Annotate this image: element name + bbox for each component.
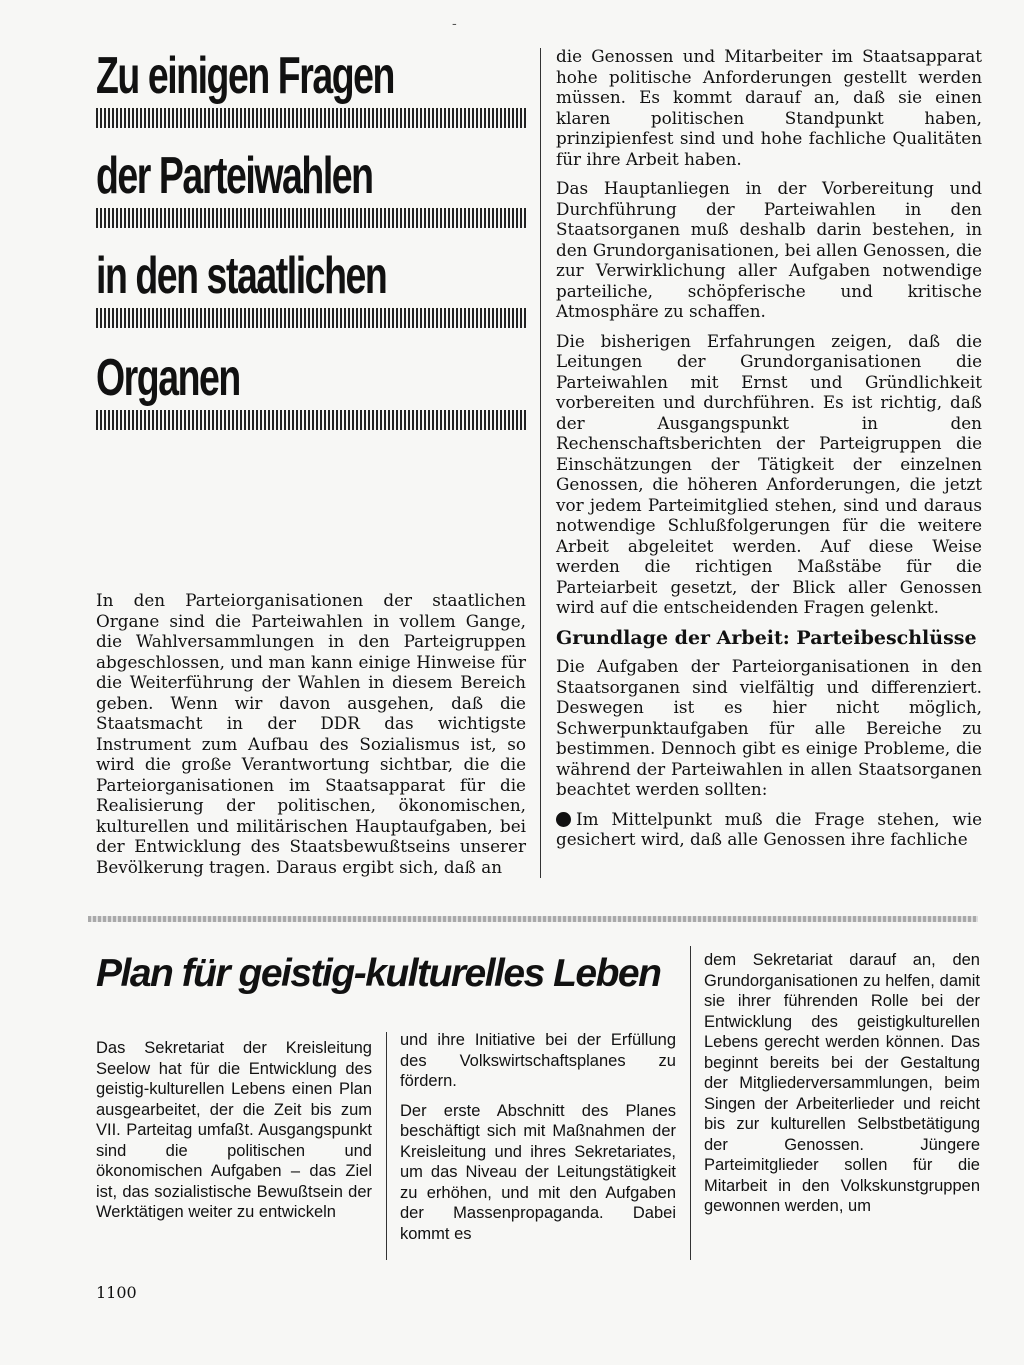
article2-paragraph: Der erste Abschnitt des Planes beschäftigt sich mit Maßnahmen der Kreisleitung und ihres Sekretariates, um das Niveau der Leitungstätigkeit zu erhöhen, und mit den Aufgaben der Massenpropaganda. Dabei kommt es xyxy=(400,1101,676,1243)
article2-column-1 xyxy=(96,1038,372,1232)
headline-hatch-rule xyxy=(96,108,526,128)
article1-bullet-text: Im Mittelpunkt muß die Frage stehen, wie gesichert wird, daß alle Genossen ihre fachliche xyxy=(556,808,982,849)
article1-right-column xyxy=(556,46,982,859)
article1-paragraph: Die bisherigen Erfahrungen zeigen, daß die Leitungen der Grundorganisationen die Parteiwahlen mit Ernst und Gründlichkeit vorbereiten und durchführen. Es ist richtig, daß der Ausgangspunkt in den Rechenschaftsberichten der Parteigruppen die Einschätzungen der Tätigkeit der einzelnen Genossen, die höheren Anforderungen, die jetzt vor jedem Parteimitglied stehen, sind und daraus notwendige Schlußfolgerungen für die weitere Arbeit abgeleitet werden. Auf diese Weise werden die richtigen Maßstäbe für die Parteiarbeit gesetzt, der Blick aller Genossen wird auf die entscheidenden Fragen gelenkt. xyxy=(556,330,982,617)
column-divider xyxy=(690,946,691,1260)
article1-bullet-item xyxy=(556,809,982,850)
bullet-dot-icon xyxy=(556,812,571,827)
article2-paragraph: Das Sekretariat der Kreisleitung Seelow hat für die Entwicklung des geistig-kulturellen Lebens einen Plan ausgearbeitet, der die Zeit bis zum VII. Parteitag umfaßt. Ausgangspunkt sind die politischen und ökonomischen Aufgaben – das Ziel ist, das sozialistische Bewußtsein der Werktätigen weiter zu entwickeln xyxy=(96,1039,372,1221)
section-separator-band xyxy=(88,916,978,922)
headline-hatch-rule xyxy=(96,410,526,430)
column-divider xyxy=(540,48,541,878)
article1-intro-paragraph: In den Parteiorganisationen der staatlichen Organe sind die Parteiwahlen in vollem Gange, die Wahlversammlungen in den Parteigruppen abgeschlossen, und man kann einige Hinweise für die Weiterführung der Wahlen in diesem Bereich geben. Wenn wir davon ausgehen, daß die Staatsmacht in der DDR das wichtigste Instrument zum Aufbau des Sozialismus ist, so wird die große Verantwortung sichtbar, die die Parteiorganisationen im Staatsapparat für die Realisierung der politischen, ökonomischen, kulturellen und militärischen Hauptaufgaben, bei der Entwicklung des Staatsbewußtseins unserer Bevölkerung tragen. Daraus ergibt sich, daß an xyxy=(96,590,526,877)
article2-column-2 xyxy=(400,1030,676,1253)
article2-paragraph: dem Sekretariat darauf an, den Grundorganisationen zu helfen, damit sie ihrer führenden Rolle bei der Entwicklung des geistigkulturellen Lebens gerecht werden können. Das beginnt bereits bei der Gestaltung der Mitgliederversammlungen, beim Singen der Arbeiterlieder und reicht bis zur kulturellen Selbstbetätigung der Genossen. Jüngere Parteimitglieder sollen für die Mitarbeit in den Volkskunstgruppen gewonnen werden, um xyxy=(704,951,980,1215)
headline-hatch-rule xyxy=(96,208,526,228)
headline-line-3: in den staatlichen xyxy=(96,247,387,305)
headline-hatch-rule xyxy=(96,308,526,328)
article1-subheading: Grundlage der Arbeit: Parteibeschlüsse xyxy=(556,626,977,649)
article1-paragraph: Die Aufgaben der Parteiorganisationen in den Staatsorganen sind vielfältig und differenziert. Deswegen ist es hier nicht möglich, Schwerpunktaufgaben für alle Bereiche zu bestimmen. Dennoch gibt es einige Probleme, die während der Parteiwahlen in allen Staatsorganen beachtet werden sollten: xyxy=(556,656,982,799)
headline-line-1: Zu einigen Fragen xyxy=(96,47,394,105)
page-top-mark: - xyxy=(452,16,457,32)
article1-intro-column xyxy=(96,590,526,886)
article2-column-3 xyxy=(704,950,980,1226)
article2-paragraph: und ihre Initiative bei der Erfüllung des Volkswirtschaftsplanes zu fördern. xyxy=(400,1031,676,1090)
article2-title: Plan für geistig-kulturelles Leben xyxy=(96,952,661,995)
article1-paragraph: Das Hauptanliegen in der Vorbereitung und Durchführung der Parteiwahlen in den Staatsorganen muß deshalb darin bestehen, in den Grundorganisationen, bei allen Genossen, die zur Verwirklichung aller Aufgaben notwendige parteiliche, schöpferische und kritische Atmosphäre zu schaffen. xyxy=(556,178,982,321)
column-divider xyxy=(386,1032,387,1260)
headline-line-2: der Parteiwahlen xyxy=(96,147,373,205)
headline-line-4: Organen xyxy=(96,349,240,407)
page-number: 1100 xyxy=(96,1283,137,1302)
article1-paragraph: die Genossen und Mitarbeiter im Staatsapparat hohe politische Anforderungen gestellt werden müssen. Es kommt darauf an, daß sie einen klaren politischen Standpunkt haben, prinzipienfest sind und hohe fachliche Qualitäten für ihre Arbeit haben. xyxy=(556,46,982,169)
